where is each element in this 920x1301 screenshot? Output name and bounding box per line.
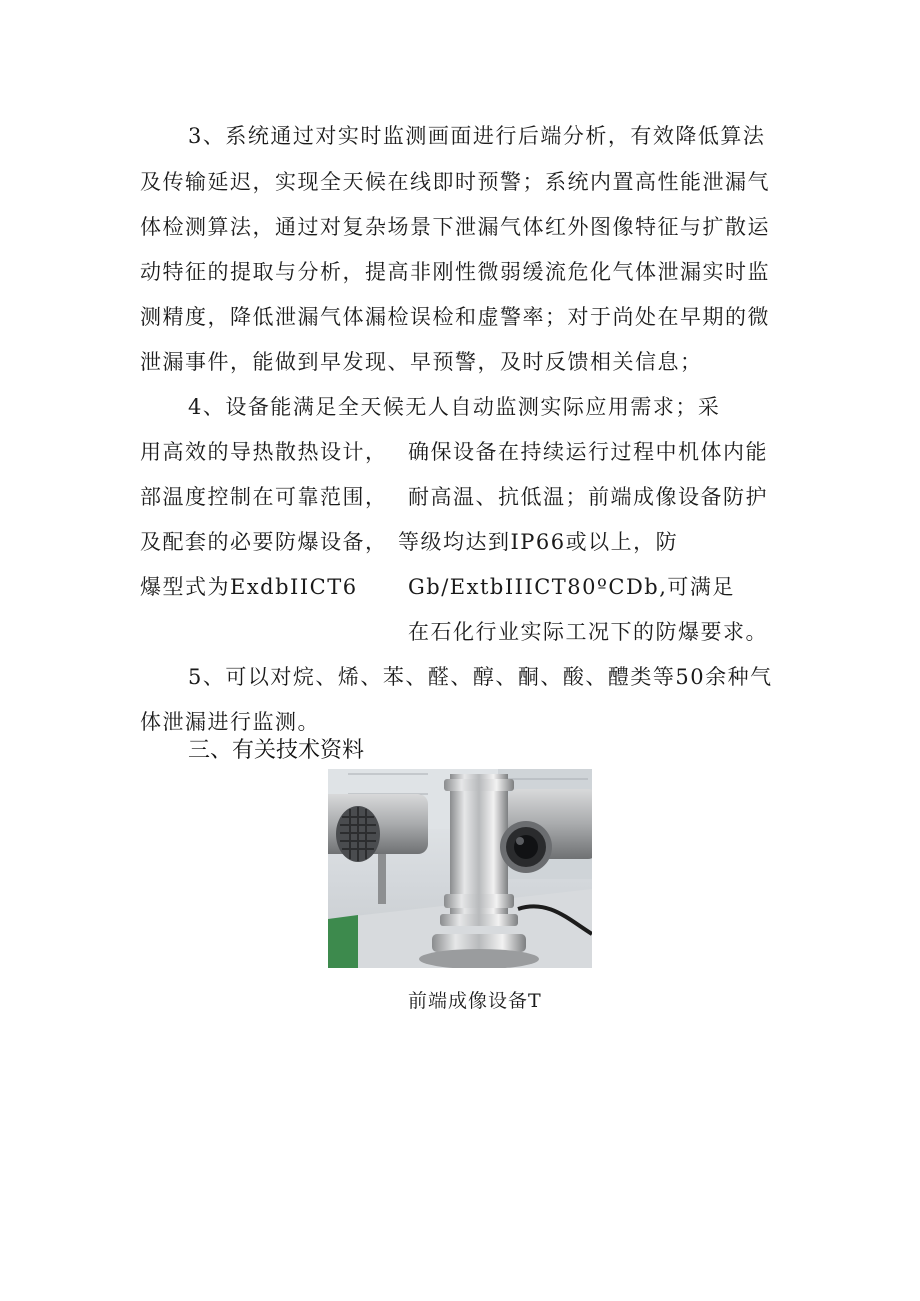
para3-line-4: 动特征的提取与分析，提高非刚性微弱缓流危化气体泄漏实时监: [140, 260, 770, 284]
para3-line-6: 泄漏事件，能做到早发现、早预警，及时反馈相关信息；: [140, 350, 703, 374]
para4-left-1: 用高效的导热散热设计，: [140, 440, 388, 464]
device-photo: [328, 769, 592, 968]
para4-left-4: 爆型式为ExdbIICT6: [140, 575, 358, 599]
para4-right-3: 等级均达到IP66或以上，防: [398, 530, 679, 554]
para4-right-5: 在石化行业实际工况下的防爆要求。: [408, 620, 768, 644]
para3-line-5: 测精度，降低泄漏气体漏检误检和虚警率；对于尚处在早期的微: [140, 305, 770, 329]
section-heading: 三、有关技术资料: [188, 738, 365, 763]
para4-left-2: 部温度控制在可靠范围，: [140, 485, 388, 509]
para4-left-3: 及配套的必要防爆设备，: [140, 530, 388, 554]
para3-line-1: 3、系统通过对实时监测画面进行后端分析，有效降低算法: [188, 124, 766, 148]
para5-line-1: 5、可以对烷、烯、苯、醛、醇、酮、酸、醴类等50余种气: [188, 665, 773, 689]
para4-right-4: Gb/ExtbIIICT80ºCDb,可满足: [408, 575, 735, 599]
para4-right-1: 确保设备在持续运行过程中机体内能: [408, 440, 768, 464]
para3-line-3: 体检测算法，通过对复杂场景下泄漏气体红外图像特征与扩散运: [140, 215, 770, 239]
para3-line-2: 及传输延迟，实现全天候在线即时预警；系统内置高性能泄漏气: [140, 170, 770, 194]
para4-right-2: 耐高温、抗低温；前端成像设备防护: [408, 485, 768, 509]
figure-caption: 前端成像设备T: [408, 990, 542, 1012]
para5-line-2: 体泄漏进行监测。: [140, 710, 320, 734]
para4-lead: 4、设备能满足全天候无人自动监测实际应用需求；采: [188, 395, 721, 419]
